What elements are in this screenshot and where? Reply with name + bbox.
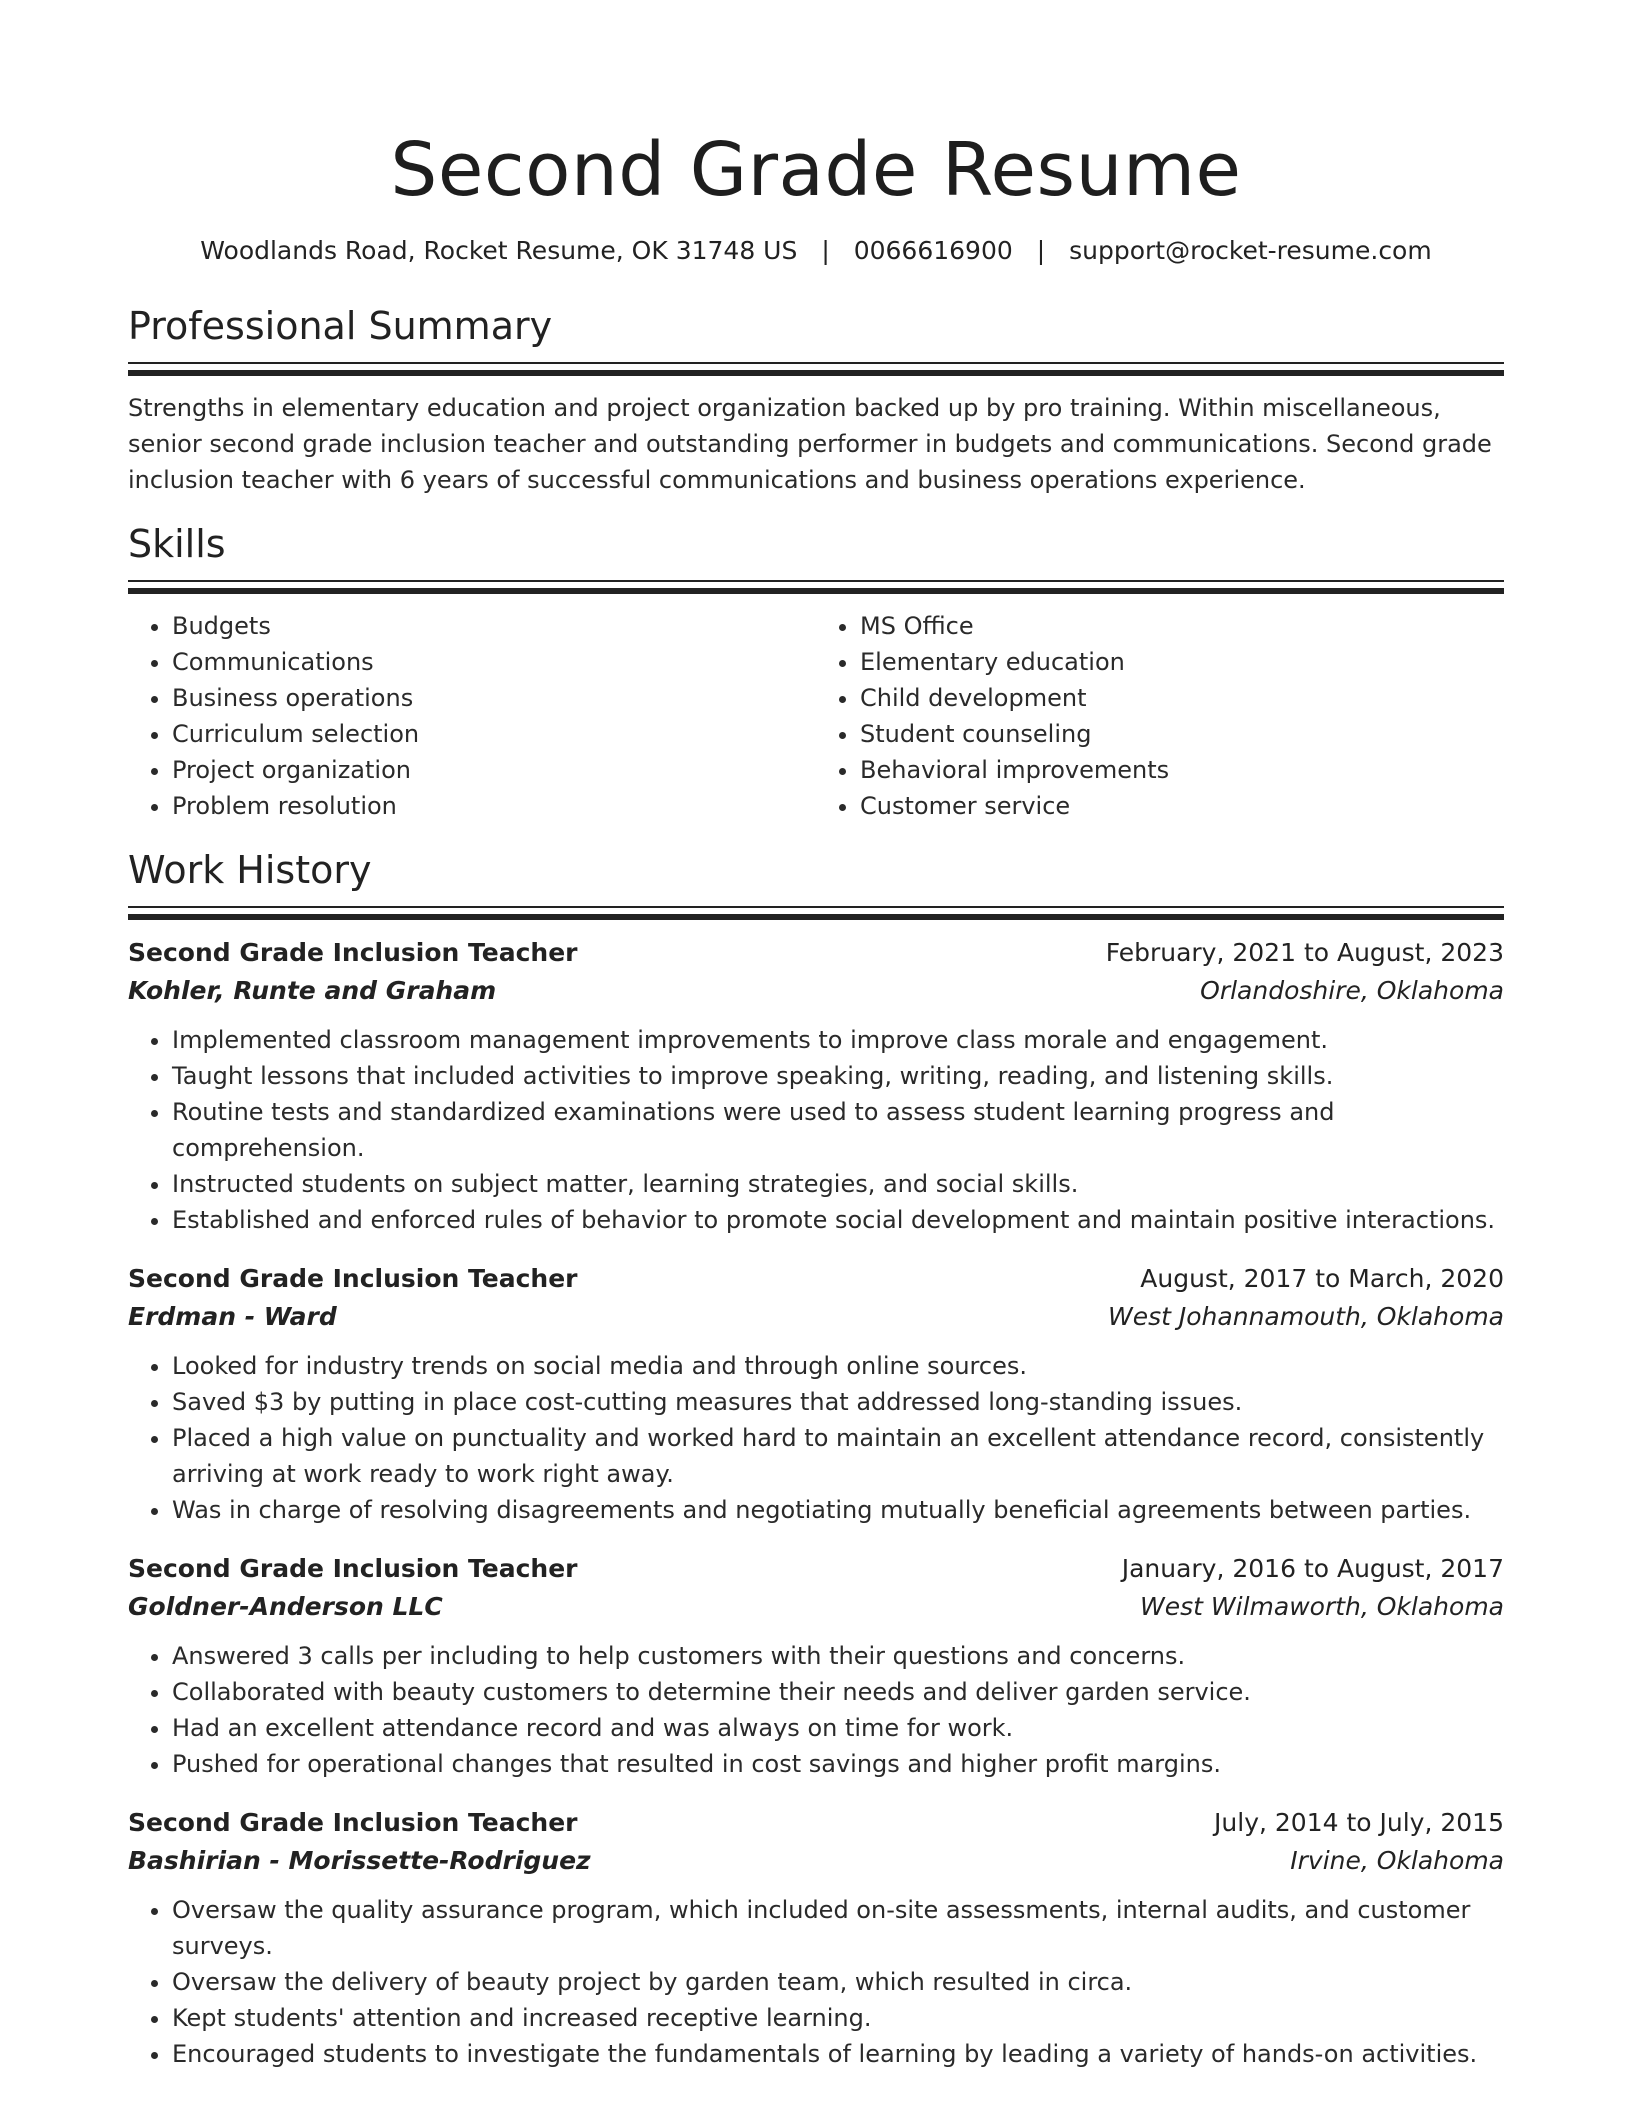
job-bullet: • Collaborated with beauty customers to determine their needs and deliver garden service. [172, 1674, 1504, 1710]
skill-item: • Communications [172, 644, 816, 680]
job-entry [128, 1804, 1504, 2072]
job-entry [128, 1260, 1504, 1528]
job-dates: August, 2017 to March, 2020 [1140, 1264, 1504, 1293]
contact-separator: | [1036, 236, 1046, 265]
job-company: Goldner-Anderson LLC [128, 1592, 443, 1621]
contact-address: Woodlands Road, Rocket Resume, OK 31748 US [200, 236, 798, 265]
summary-heading: Professional Summary [128, 304, 553, 348]
job-bullets [128, 1638, 1504, 1782]
job-location: Orlandoshire, Oklahoma [1200, 976, 1504, 1005]
skills-heading: Skills [128, 522, 226, 566]
section-divider [128, 362, 1504, 376]
job-bullet: • Routine tests and standardized examinations were used to assess student learning progress and comprehension. [172, 1094, 1504, 1166]
job-title: Second Grade Inclusion Teacher [128, 1554, 578, 1583]
job-bullet: • Oversaw the delivery of beauty project by garden team, which resulted in circa. [172, 1964, 1504, 2000]
job-company: Erdman - Ward [128, 1302, 337, 1331]
skill-item: • Project organization [172, 752, 816, 788]
skill-item: • Student counseling [860, 716, 1504, 752]
skill-item: • MS Office [860, 608, 1504, 644]
job-bullet: • Oversaw the quality assurance program, which included on-site assessments, internal audits, and customer surveys. [172, 1892, 1504, 1964]
job-title: Second Grade Inclusion Teacher [128, 1808, 578, 1837]
job-bullet: • Looked for industry trends on social media and through online sources. [172, 1348, 1504, 1384]
summary-text: Strengths in elementary education and project organization backed up by pro training. Within miscellaneous, senior second grade inclusion teacher and outstanding performer in budgets and communications. Second grade inclusion teacher with 6 years of successful communications and business operations experience. [128, 394, 1492, 494]
skills-column-left [128, 608, 816, 824]
section-divider [128, 906, 1504, 920]
job-bullet: • Saved $3 by putting in place cost-cutting measures that addressed long-standing issues. [172, 1384, 1504, 1420]
job-bullet: • Encouraged students to investigate the fundamentals of learning by leading a variety of hands-on activities. [172, 2036, 1504, 2072]
work-history-heading: Work History [128, 848, 372, 892]
skill-item: • Customer service [860, 788, 1504, 824]
job-location: Irvine, Oklahoma [1290, 1846, 1504, 1875]
summary-section [128, 302, 1504, 498]
job-bullet: • Established and enforced rules of behavior to promote social development and maintain positive interactions. [172, 1202, 1504, 1238]
contact-phone: 0066616900 [853, 236, 1013, 265]
job-location: West Johannamouth, Oklahoma [1108, 1302, 1504, 1331]
job-bullet: • Implemented classroom management improvements to improve class morale and engagement. [172, 1022, 1504, 1058]
job-bullets [128, 1892, 1504, 2072]
skill-item: • Budgets [172, 608, 816, 644]
job-bullet: • Was in charge of resolving disagreements and negotiating mutually beneficial agreements between parties. [172, 1492, 1504, 1528]
skills-list [128, 608, 1504, 824]
resume-page [128, 0, 1504, 2072]
skills-column-right [816, 608, 1504, 824]
work-history-section [128, 846, 1504, 2072]
job-company: Bashirian - Morissette-Rodriguez [128, 1846, 591, 1875]
job-bullet: • Taught lessons that included activities to improve speaking, writing, reading, and listening skills. [172, 1058, 1504, 1094]
contact-line [128, 234, 1504, 268]
job-dates: July, 2014 to July, 2015 [1214, 1808, 1504, 1837]
skill-item: • Child development [860, 680, 1504, 716]
job-company: Kohler, Runte and Graham [128, 976, 497, 1005]
job-bullet: • Answered 3 calls per including to help customers with their questions and concerns. [172, 1638, 1504, 1674]
job-title: Second Grade Inclusion Teacher [128, 938, 578, 967]
job-dates: January, 2016 to August, 2017 [1121, 1554, 1504, 1583]
job-bullets [128, 1348, 1504, 1528]
skill-item: • Problem resolution [172, 788, 816, 824]
skill-item: • Business operations [172, 680, 816, 716]
job-title: Second Grade Inclusion Teacher [128, 1264, 578, 1293]
skills-section [128, 520, 1504, 824]
resume-title: Second Grade Resume [390, 127, 1242, 213]
skill-item: • Behavioral improvements [860, 752, 1504, 788]
job-bullet: • Placed a high value on punctuality and worked hard to maintain an excellent attendance record, consistently arriving at work ready to work right away. [172, 1420, 1504, 1492]
job-entry [128, 934, 1504, 1238]
job-bullet: • Pushed for operational changes that resulted in cost savings and higher profit margins. [172, 1746, 1504, 1782]
job-bullet: • Had an excellent attendance record and was always on time for work. [172, 1710, 1504, 1746]
job-bullets [128, 1022, 1504, 1238]
job-bullet: • Kept students' attention and increased receptive learning. [172, 2000, 1504, 2036]
skill-item: • Elementary education [860, 644, 1504, 680]
job-entry [128, 1550, 1504, 1782]
job-bullet: • Instructed students on subject matter, learning strategies, and social skills. [172, 1166, 1504, 1202]
job-dates: February, 2021 to August, 2023 [1105, 938, 1504, 967]
skill-item: • Curriculum selection [172, 716, 816, 752]
contact-email: support@rocket-resume.com [1069, 236, 1432, 265]
section-divider [128, 580, 1504, 594]
job-location: West Wilmaworth, Oklahoma [1140, 1592, 1504, 1621]
contact-separator: | [821, 236, 830, 265]
